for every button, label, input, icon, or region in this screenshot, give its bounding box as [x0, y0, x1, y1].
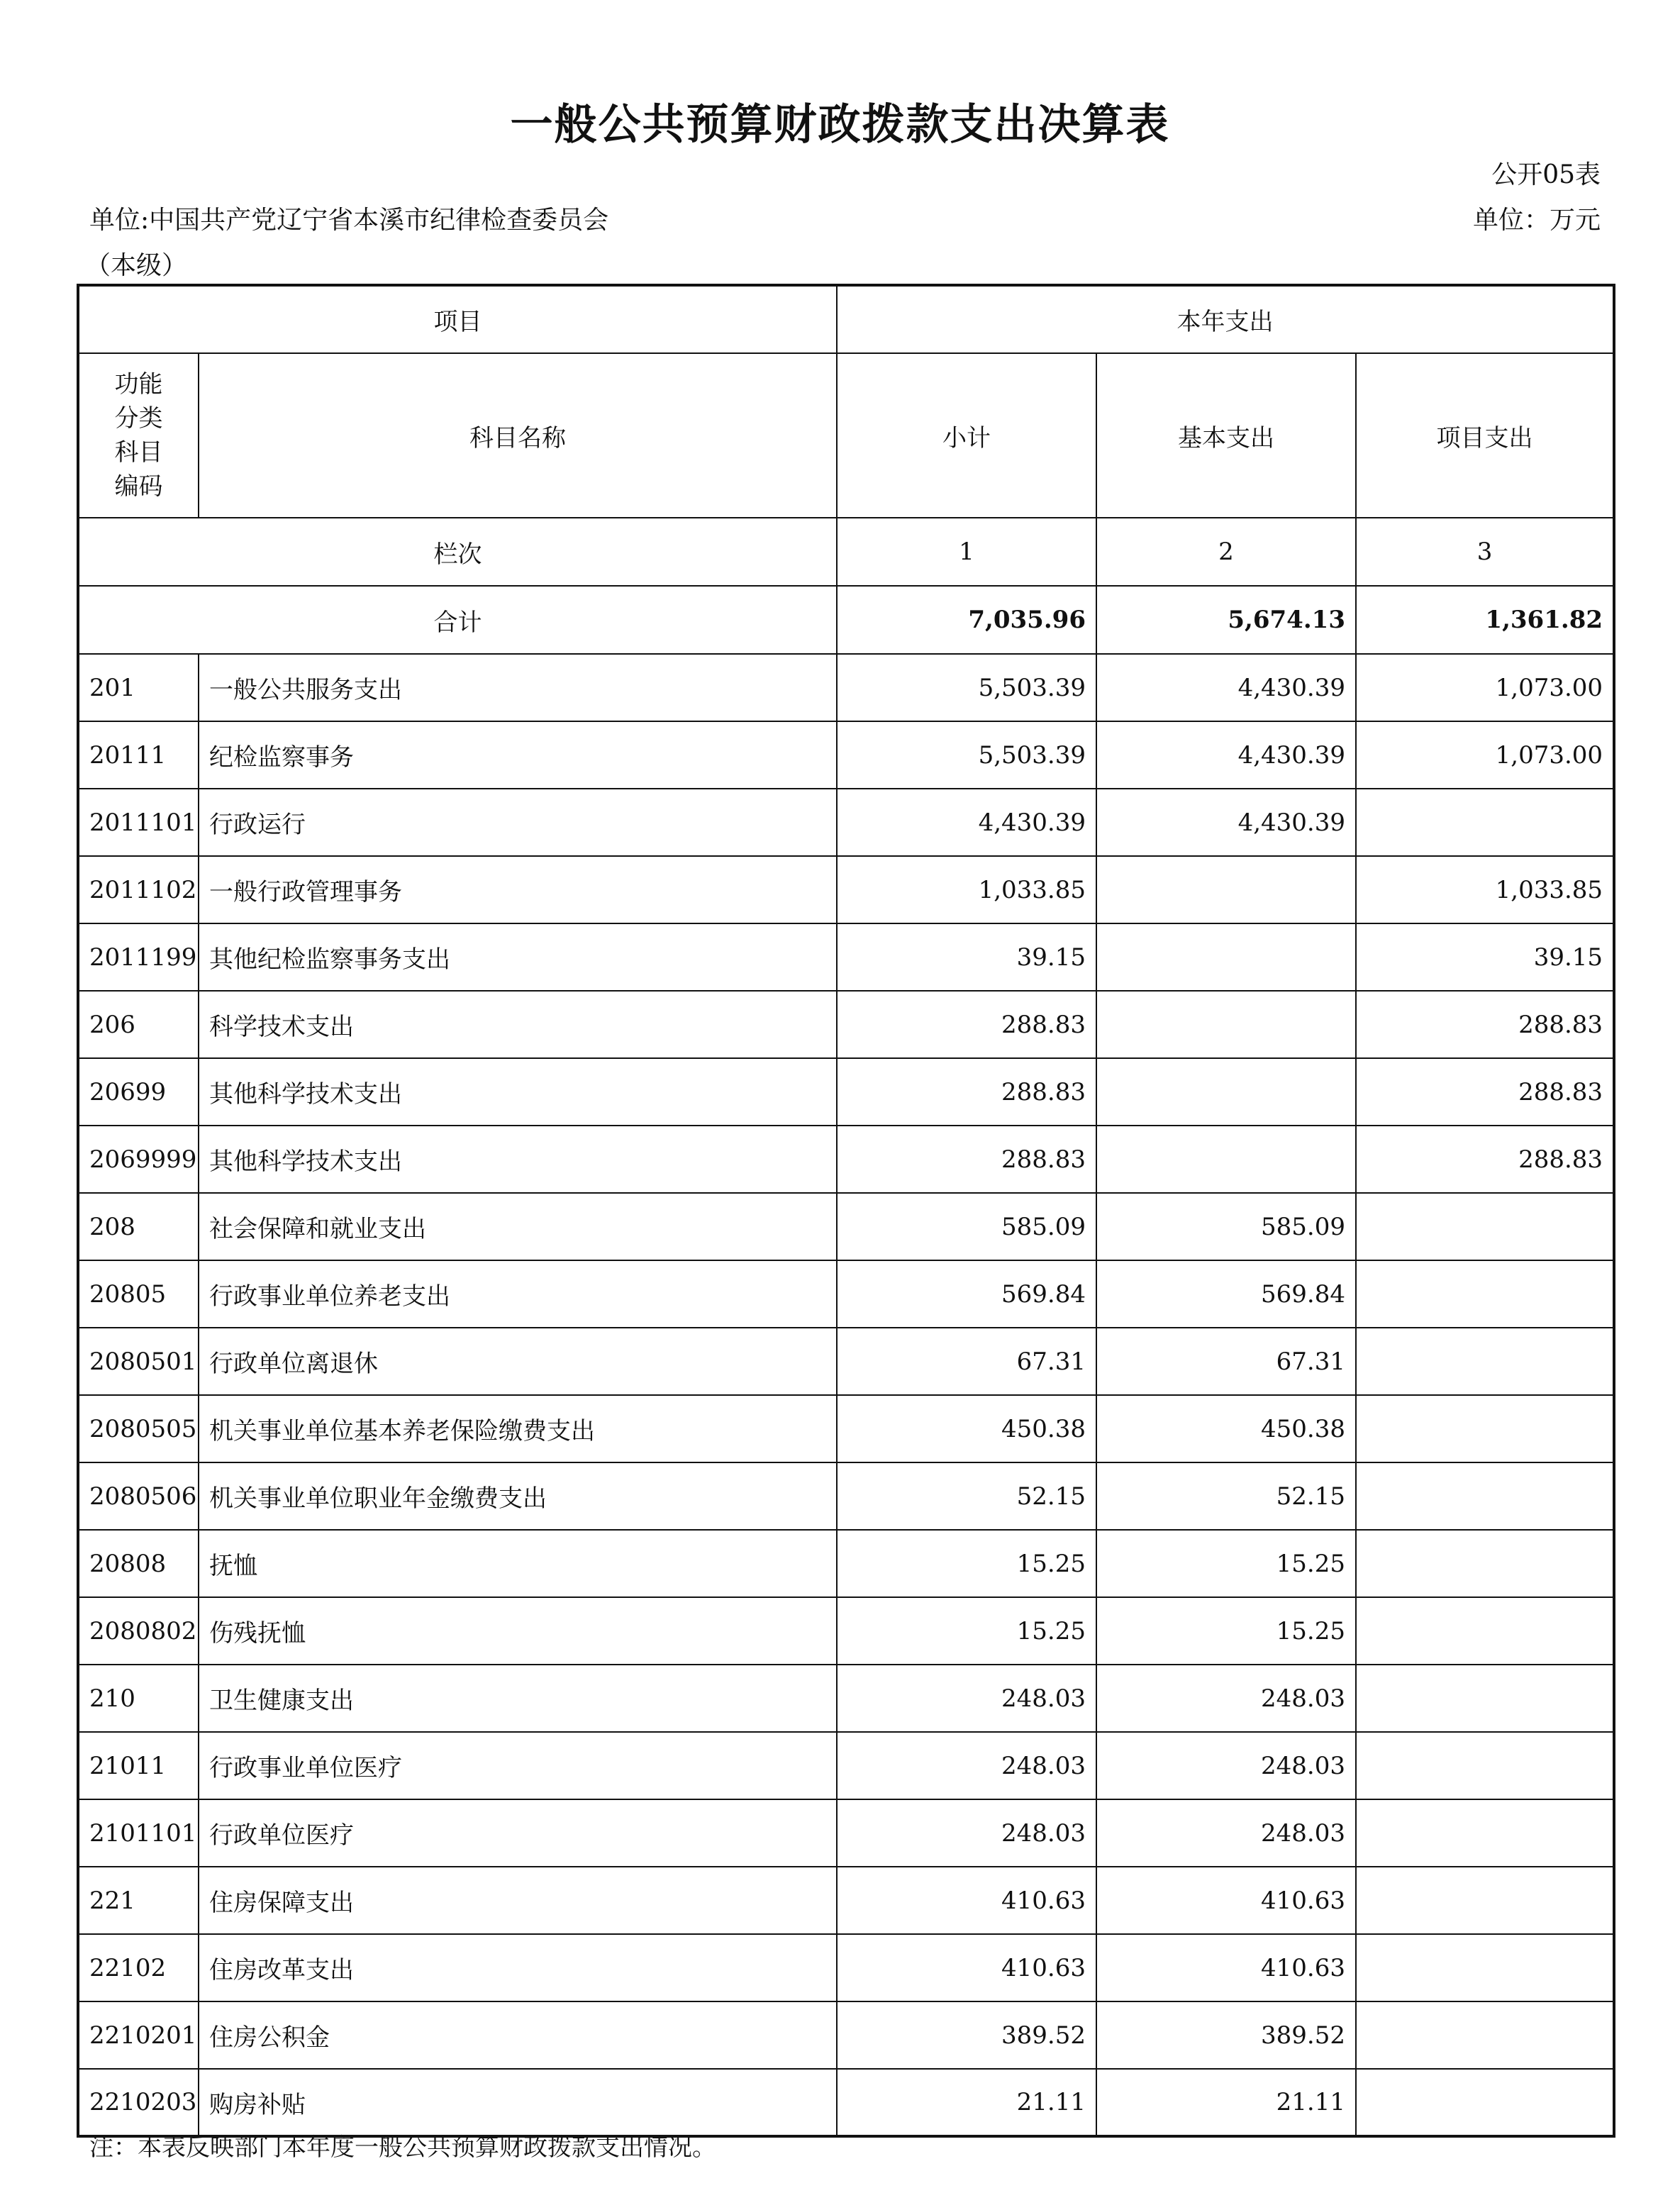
- row-name: 一般行政管理事务: [199, 856, 837, 923]
- row-basic: [1096, 923, 1356, 991]
- row-name: 其他科学技术支出: [199, 1126, 837, 1193]
- row-subtotal: 288.83: [837, 991, 1096, 1058]
- row-project: [1356, 1597, 1614, 1665]
- row-name: 住房保障支出: [199, 1867, 837, 1934]
- total-basic: 5,674.13: [1096, 586, 1356, 654]
- row-code: 2080802: [78, 1597, 199, 1665]
- row-code: 208: [78, 1193, 199, 1260]
- table-row: [78, 1260, 1614, 1328]
- row-code: 206: [78, 991, 199, 1058]
- row-basic: 248.03: [1096, 1732, 1356, 1799]
- table-row: [78, 1597, 1614, 1665]
- row-name: 其他科学技术支出: [199, 1058, 837, 1126]
- row-name: 纪检监察事务: [199, 721, 837, 789]
- row-name: 机关事业单位职业年金缴费支出: [199, 1462, 837, 1530]
- row-basic: 585.09: [1096, 1193, 1356, 1260]
- row-project: [1356, 2069, 1614, 2136]
- row-code: 20699: [78, 1058, 199, 1126]
- row-basic: [1096, 856, 1356, 923]
- row-subtotal: 1,033.85: [837, 856, 1096, 923]
- row-basic: 569.84: [1096, 1260, 1356, 1328]
- row-project: [1356, 1260, 1614, 1328]
- row-basic: [1096, 1126, 1356, 1193]
- row-subtotal: 4,430.39: [837, 789, 1096, 856]
- row-project: [1356, 1799, 1614, 1867]
- row-subtotal: 248.03: [837, 1665, 1096, 1732]
- row-code: 2011199: [78, 923, 199, 991]
- row-project: [1356, 1934, 1614, 2001]
- table-row: [78, 923, 1614, 991]
- row-basic: [1096, 1058, 1356, 1126]
- table-row: [78, 1799, 1614, 1867]
- column-number-row: [78, 518, 1614, 586]
- header-this-year: 本年支出: [837, 285, 1614, 353]
- row-name: 住房公积金: [199, 2001, 837, 2069]
- row-code: 2210203: [78, 2069, 199, 2136]
- row-basic: 15.25: [1096, 1597, 1356, 1665]
- row-basic: 410.63: [1096, 1934, 1356, 2001]
- row-code: 2011101: [78, 789, 199, 856]
- row-project: [1356, 1395, 1614, 1462]
- table-row: [78, 1126, 1614, 1193]
- row-subtotal: 569.84: [837, 1260, 1096, 1328]
- table-row: [78, 1867, 1614, 1934]
- row-name: 一般公共服务支出: [199, 654, 837, 721]
- row-project: [1356, 1328, 1614, 1395]
- table-row: [78, 1530, 1614, 1597]
- row-code: 2080506: [78, 1462, 199, 1530]
- row-subtotal: 389.52: [837, 2001, 1096, 2069]
- row-code: 2210201: [78, 2001, 199, 2069]
- row-basic: 389.52: [1096, 2001, 1356, 2069]
- table-row: [78, 856, 1614, 923]
- total-row: [78, 586, 1614, 654]
- row-project: 1,033.85: [1356, 856, 1614, 923]
- total-subtotal: 7,035.96: [837, 586, 1096, 654]
- header-subtotal: 小计: [837, 353, 1096, 518]
- row-subtotal: 52.15: [837, 1462, 1096, 1530]
- row-basic: 4,430.39: [1096, 654, 1356, 721]
- row-basic: 4,430.39: [1096, 721, 1356, 789]
- row-basic: 52.15: [1096, 1462, 1356, 1530]
- row-subtotal: 39.15: [837, 923, 1096, 991]
- money-unit: 单位：万元: [1472, 206, 1601, 235]
- table-row: [78, 721, 1614, 789]
- page-title: 一般公共预算财政拨款支出决算表: [510, 100, 1170, 150]
- form-number: 公开05表: [1491, 160, 1601, 189]
- header-name: 科目名称: [199, 353, 837, 518]
- total-project: 1,361.82: [1356, 586, 1614, 654]
- row-name: 科学技术支出: [199, 991, 837, 1058]
- row-code: 2080505: [78, 1395, 199, 1462]
- row-subtotal: 248.03: [837, 1799, 1096, 1867]
- row-subtotal: 410.63: [837, 1934, 1096, 2001]
- row-project: [1356, 1732, 1614, 1799]
- row-basic: 410.63: [1096, 1867, 1356, 1934]
- col-number-1: 1: [837, 518, 1096, 586]
- table-row: [78, 789, 1614, 856]
- row-basic: 4,430.39: [1096, 789, 1356, 856]
- row-project: 288.83: [1356, 1058, 1614, 1126]
- row-code: 2011102: [78, 856, 199, 923]
- row-basic: 248.03: [1096, 1665, 1356, 1732]
- unit-level: （本级）: [85, 251, 188, 280]
- col-number-3: 3: [1356, 518, 1614, 586]
- header-row-columns: [78, 353, 1614, 518]
- table-row: [78, 1934, 1614, 2001]
- row-name: 行政运行: [199, 789, 837, 856]
- row-name: 伤残抚恤: [199, 1597, 837, 1665]
- row-subtotal: 288.83: [837, 1126, 1096, 1193]
- row-subtotal: 585.09: [837, 1193, 1096, 1260]
- total-label: 合计: [78, 586, 837, 654]
- row-subtotal: 15.25: [837, 1530, 1096, 1597]
- row-subtotal: 15.25: [837, 1597, 1096, 1665]
- row-subtotal: 248.03: [837, 1732, 1096, 1799]
- row-basic: 21.11: [1096, 2069, 1356, 2136]
- row-basic: 15.25: [1096, 1530, 1356, 1597]
- header-row-top: [78, 285, 1614, 353]
- table-row: [78, 1462, 1614, 1530]
- header-project: 项目支出: [1356, 353, 1614, 518]
- row-project: [1356, 1867, 1614, 1934]
- row-project: [1356, 1665, 1614, 1732]
- table-row: [78, 1395, 1614, 1462]
- header-code: 功能分类科目编码: [78, 353, 199, 518]
- table-row: [78, 2001, 1614, 2069]
- table-row: [78, 1732, 1614, 1799]
- row-code: 221: [78, 1867, 199, 1934]
- row-subtotal: 410.63: [837, 1867, 1096, 1934]
- row-name: 抚恤: [199, 1530, 837, 1597]
- table-row: [78, 1058, 1614, 1126]
- row-name: 行政单位离退休: [199, 1328, 837, 1395]
- row-project: [1356, 1530, 1614, 1597]
- table-row: [78, 654, 1614, 721]
- table-row: [78, 2069, 1614, 2136]
- row-code: 20111: [78, 721, 199, 789]
- col-number-2: 2: [1096, 518, 1356, 586]
- row-basic: 450.38: [1096, 1395, 1356, 1462]
- row-project: [1356, 2001, 1614, 2069]
- table-row: [78, 1193, 1614, 1260]
- table-row: [78, 1328, 1614, 1395]
- row-name: 住房改革支出: [199, 1934, 837, 2001]
- row-project: [1356, 1462, 1614, 1530]
- row-project: 1,073.00: [1356, 654, 1614, 721]
- row-code: 210: [78, 1665, 199, 1732]
- header-basic: 基本支出: [1096, 353, 1356, 518]
- row-basic: 67.31: [1096, 1328, 1356, 1395]
- col-label: 栏次: [78, 518, 837, 586]
- row-code: 201: [78, 654, 199, 721]
- row-name: 卫生健康支出: [199, 1665, 837, 1732]
- row-subtotal: 288.83: [837, 1058, 1096, 1126]
- expenditure-table: [77, 284, 1615, 2138]
- row-name: 社会保障和就业支出: [199, 1193, 837, 1260]
- row-project: 288.83: [1356, 991, 1614, 1058]
- footnote: 注：本表反映部门本年度一般公共预算财政拨款支出情况。: [89, 2133, 716, 2162]
- row-project: 288.83: [1356, 1126, 1614, 1193]
- row-code: 2101101: [78, 1799, 199, 1867]
- row-name: 机关事业单位基本养老保险缴费支出: [199, 1395, 837, 1462]
- row-project: 39.15: [1356, 923, 1614, 991]
- row-subtotal: 5,503.39: [837, 654, 1096, 721]
- row-code: 2069999: [78, 1126, 199, 1193]
- row-name: 购房补贴: [199, 2069, 837, 2136]
- row-code: 21011: [78, 1732, 199, 1799]
- row-project: [1356, 789, 1614, 856]
- row-subtotal: 450.38: [837, 1395, 1096, 1462]
- row-project: [1356, 1193, 1614, 1260]
- row-code: 20805: [78, 1260, 199, 1328]
- row-name: 其他纪检监察事务支出: [199, 923, 837, 991]
- row-subtotal: 21.11: [837, 2069, 1096, 2136]
- row-name: 行政事业单位医疗: [199, 1732, 837, 1799]
- row-code: 22102: [78, 1934, 199, 2001]
- row-code: 20808: [78, 1530, 199, 1597]
- table-row: [78, 991, 1614, 1058]
- row-basic: [1096, 991, 1356, 1058]
- row-project: 1,073.00: [1356, 721, 1614, 789]
- header-item: 项目: [78, 285, 837, 353]
- row-name: 行政单位医疗: [199, 1799, 837, 1867]
- row-basic: 248.03: [1096, 1799, 1356, 1867]
- unit-name: 单位:中国共产党辽宁省本溪市纪律检查委员会: [89, 206, 609, 235]
- row-subtotal: 67.31: [837, 1328, 1096, 1395]
- table-row: [78, 1665, 1614, 1732]
- row-subtotal: 5,503.39: [837, 721, 1096, 789]
- row-code: 2080501: [78, 1328, 199, 1395]
- row-name: 行政事业单位养老支出: [199, 1260, 837, 1328]
